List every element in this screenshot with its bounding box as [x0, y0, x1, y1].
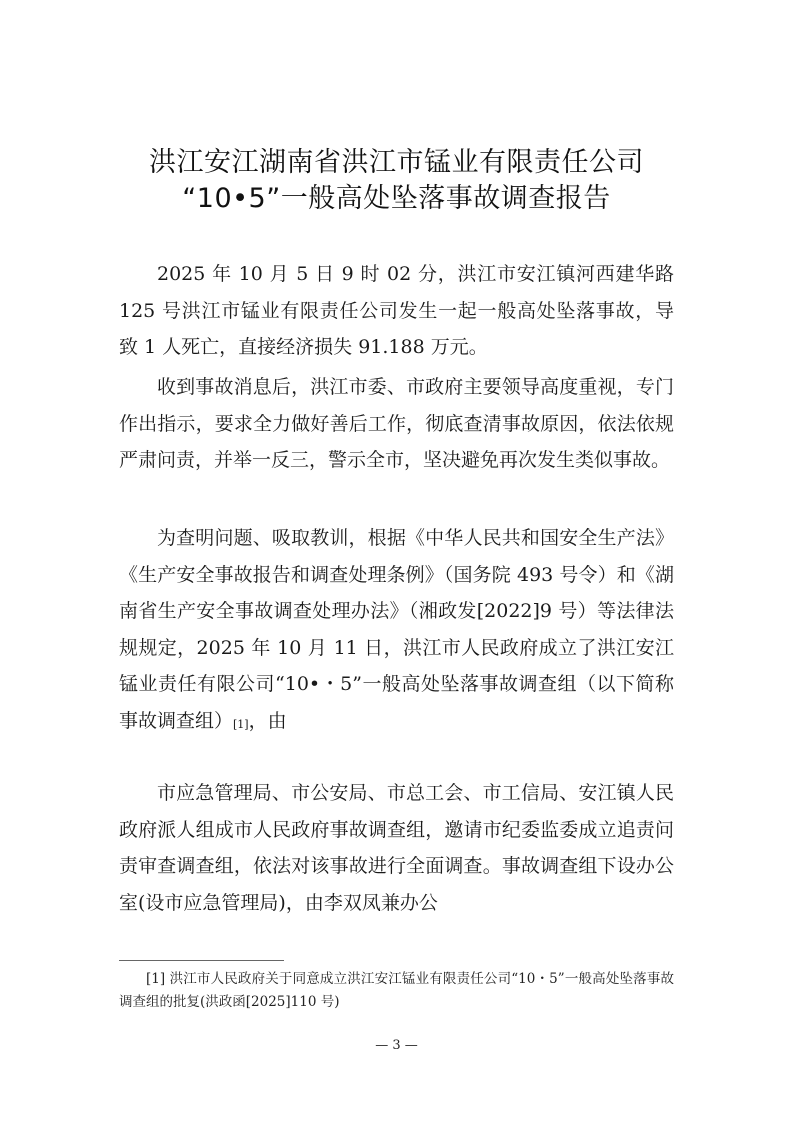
paragraph-investigation-basis [119, 520, 674, 744]
footnote-text: [1] 洪江市人民政府关于同意成立洪江安江锰业有限责任公司“10・5”一般高处坠落事故调查组的批复(洪政函[2025]110 号) [119, 971, 674, 1010]
footnote-reference: [1] [233, 717, 249, 731]
report-title-line-1: 洪江安江湖南省洪江市锰业有限责任公司 [149, 147, 644, 178]
page-number: — 3 — [375, 1038, 418, 1053]
paragraph-leadership-response: 收到事故消息后，洪江市委、市政府主要领导高度重视，专门作出指示，要求全力做好善后工作，彻底查清事故原因，依法依规严肃问责，并举一反三，警示全市，坚决避免再次发生类似事故。 [119, 376, 674, 472]
paragraph-investigation-basis-tail: ，由 [248, 709, 287, 732]
report-title-line-2: “10•5”一般高处坠落事故调查报告 [182, 183, 611, 214]
footnote-separator [119, 960, 284, 961]
paragraph-accident-summary: 2025 年 10 月 5 日 9 时 02 分，洪江市安江镇河西建华路 125 号洪江市锰业有限责任公司发生一起一般高处坠落事故，导致 1 人死亡，直接经济损失 91.188 万元。 [119, 263, 674, 359]
paragraph-team-composition: 市应急管理局、市公安局、市总工会、市工信局、安江镇人民政府派人组成市人民政府事故调查组，邀请市纪委监委成立追责问责审查调查组，依法对该事故进行全面调查。事故调查组下设办公室(设市应急管理局)，由李双凤兼办公 [119, 782, 674, 914]
paragraph-investigation-basis-text: 为查明问题、吸取教训，根据《中华人民共和国安全生产法》《生产安全事故报告和调查处理条例》（国务院 493 号令）和《湖南省生产安全事故调查处理办法》（湘政发[2022]9 号）等法律法规规定，2025 年 10 月 11 日，洪江市人民政府成立了洪江安江锰业责任有限公司“10•・5”一般高处坠落事故调查组（以下简称事故调查组） [119, 527, 674, 732]
